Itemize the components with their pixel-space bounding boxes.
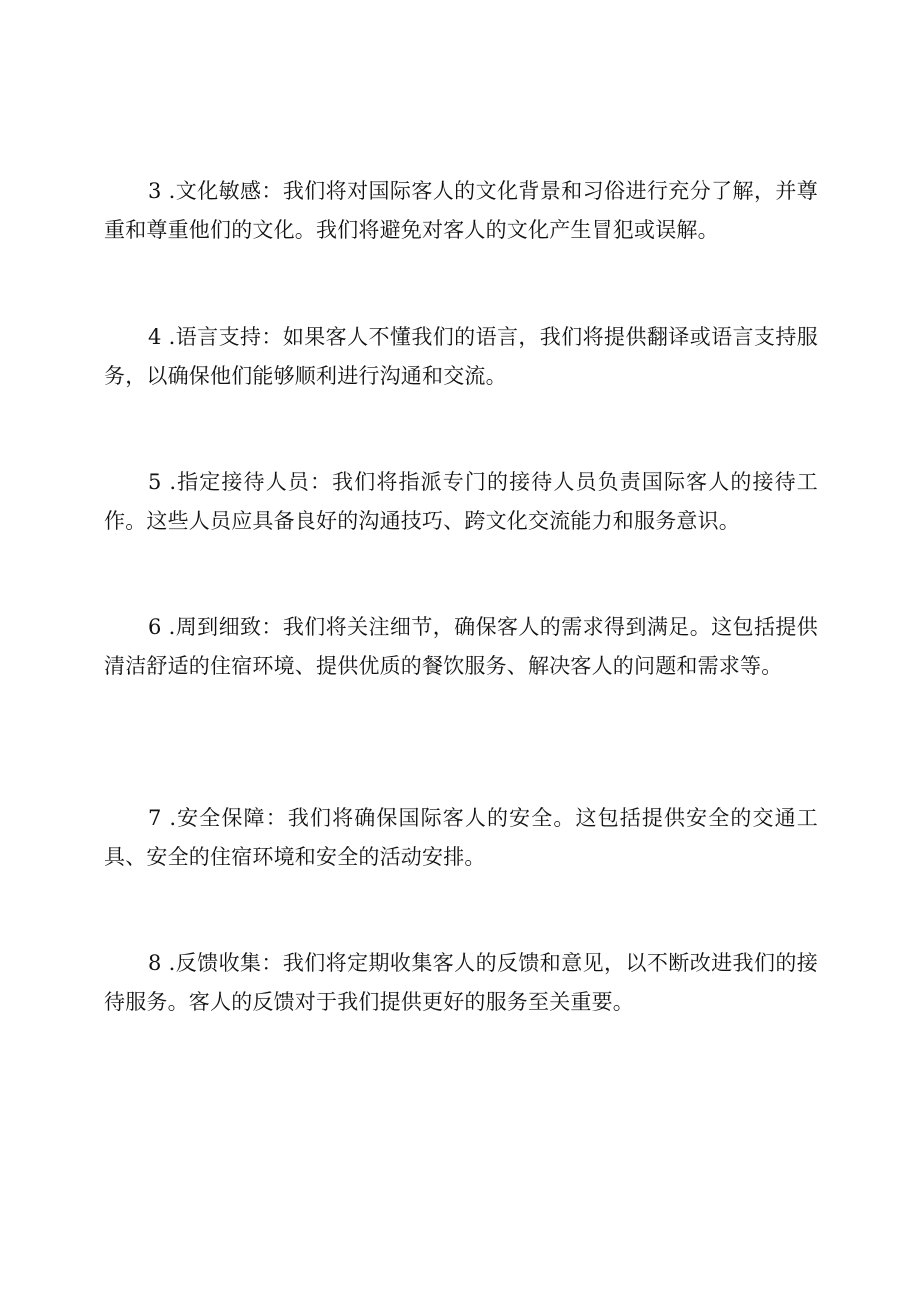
item-number: 5 <box>148 470 162 494</box>
item-text: .指定接待人员：我们将指派专门的接待人员负责国际客人的接待工作。这些人员应具备良好的沟通技巧、跨文化交流能力和服务意识。 <box>104 470 818 533</box>
list-item-3 <box>104 172 818 250</box>
item-number: 8 <box>148 951 162 975</box>
item-number: 3 <box>148 179 162 203</box>
item-number: 6 <box>148 615 162 639</box>
item-text: .周到细致：我们将关注细节，确保客人的需求得到满足。这包括提供清洁舒适的住宿环境、提供优质的餐饮服务、解决客人的问题和需求等。 <box>104 615 818 678</box>
list-item-7 <box>104 799 818 877</box>
item-text: .反馈收集：我们将定期收集客人的反馈和意见，以不断改进我们的接待服务。客人的反馈对于我们提供更好的服务至关重要。 <box>104 951 818 1014</box>
list-item-6 <box>104 608 818 686</box>
item-text: .语言支持：如果客人不懂我们的语言，我们将提供翻译或语言支持服务，以确保他们能够顺利进行沟通和交流。 <box>104 325 818 388</box>
item-text: .文化敏感：我们将对国际客人的文化背景和习俗进行充分了解，并尊重和尊重他们的文化。我们将避免对客人的文化产生冒犯或误解。 <box>104 179 818 242</box>
item-number: 7 <box>148 806 162 830</box>
list-item-4 <box>104 318 818 396</box>
list-item-5 <box>104 463 818 541</box>
item-number: 4 <box>148 325 162 349</box>
list-item-8 <box>104 944 818 1022</box>
item-text: .安全保障：我们将确保国际客人的安全。这包括提供安全的交通工具、安全的住宿环境和安全的活动安排。 <box>104 806 818 869</box>
